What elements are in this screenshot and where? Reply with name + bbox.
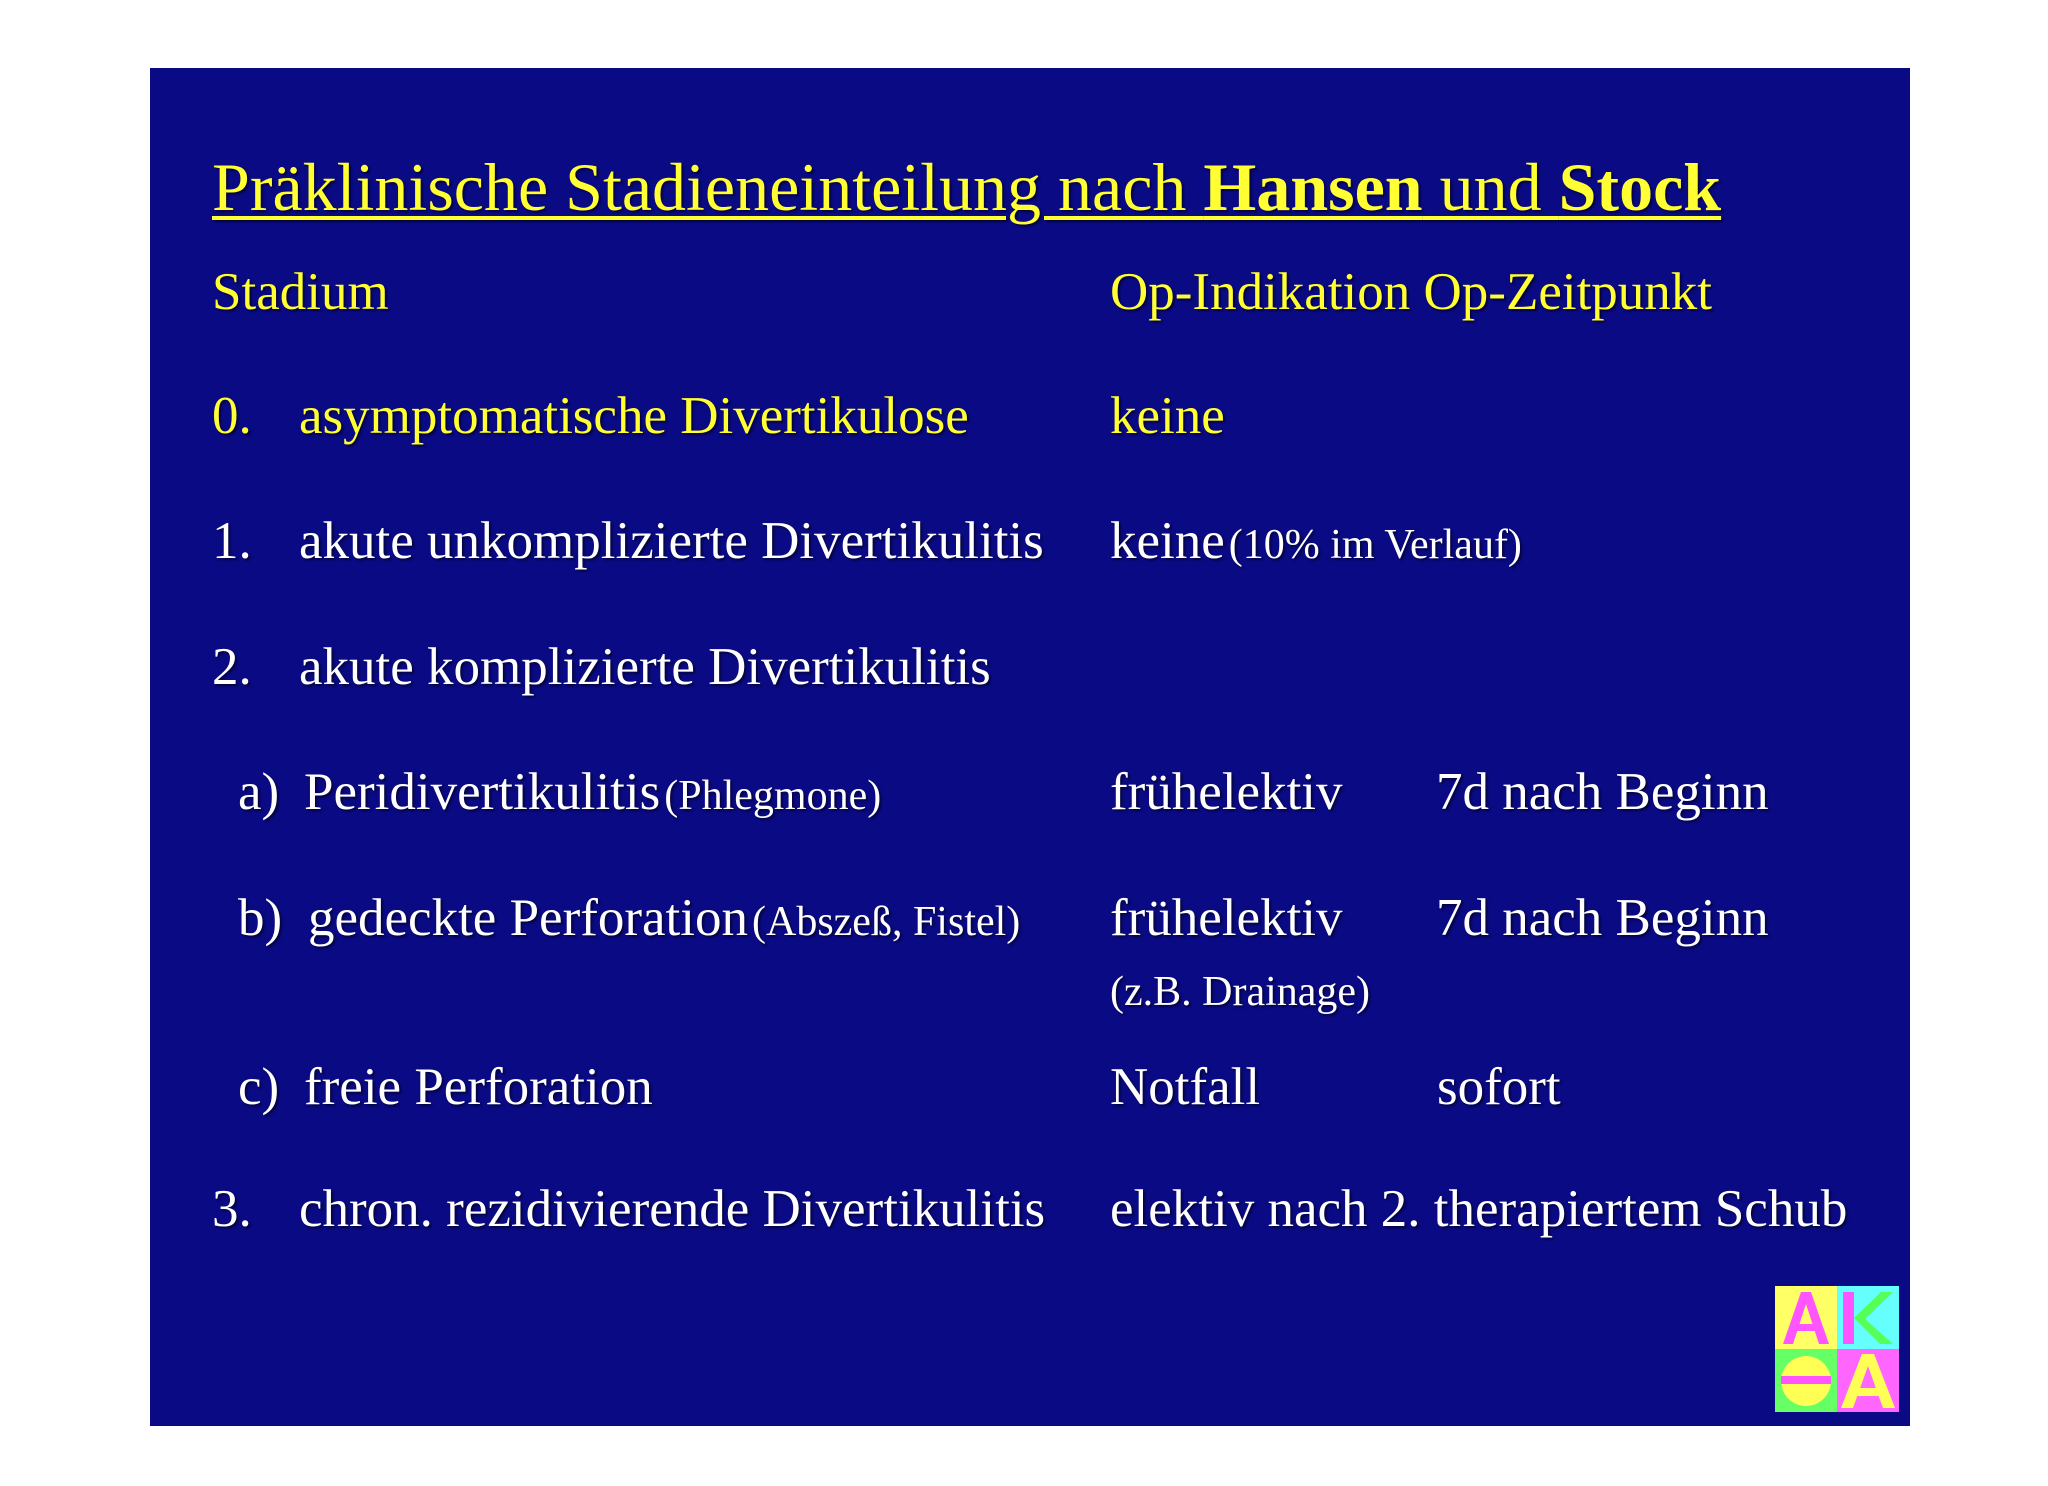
row-c-time: sofort: [1437, 1058, 1561, 1116]
row-a-label-cell: [304, 763, 882, 821]
row-b-indication: frühelektiv: [1110, 889, 1343, 947]
row-1-indication-cell: [1110, 512, 1522, 570]
row-1-indication: keine: [1110, 512, 1225, 570]
row-3-indication: elektiv nach 2. therapiertem Schub: [1110, 1180, 1848, 1238]
row-2-number: 2.: [212, 638, 252, 696]
row-2-label: akute komplizierte Divertikulitis: [299, 638, 991, 696]
row-c-number: c): [238, 1058, 280, 1116]
row-1-number: 1.: [212, 512, 252, 570]
title-text-1: Präklinische Stadieneinteilung nach: [212, 149, 1204, 225]
title-author-2: Stock: [1558, 149, 1722, 225]
row-b-label-note: (Abszeß, Fistel): [752, 899, 1021, 945]
row-c-label: freie Perforation: [304, 1058, 653, 1116]
header-indication-time: Op-Indikation Op-Zeitpunkt: [1110, 263, 1713, 321]
title-author-1: Hansen: [1203, 149, 1423, 225]
row-1-label: akute unkomplizierte Divertikulitis: [299, 512, 1044, 570]
slide-title: [212, 149, 1722, 225]
row-1-indication-note: (10% im Verlauf): [1228, 522, 1522, 568]
row-3-number: 3.: [212, 1180, 252, 1238]
akga-logo-icon: [1775, 1286, 1899, 1412]
row-0-indication: keine: [1110, 387, 1225, 445]
row-0-label: asymptomatische Divertikulose: [299, 387, 969, 445]
header-stadium: Stadium: [212, 263, 389, 321]
row-3-label: chron. rezidivierende Divertikulitis: [299, 1180, 1046, 1238]
row-b-label: gedeckte Perforation: [308, 889, 748, 947]
slide: [150, 68, 1910, 1426]
row-0-number: 0.: [212, 387, 252, 445]
row-a-number: a): [238, 763, 280, 821]
row-b-time: 7d nach Beginn: [1436, 889, 1769, 947]
row-b-indication-note: (z.B. Drainage): [1110, 969, 1371, 1015]
row-a-label-note: (Phlegmone): [664, 773, 882, 819]
row-b-label-cell: [308, 889, 1021, 947]
row-a-label: Peridivertikulitis: [304, 763, 661, 821]
row-b-number: b): [238, 889, 283, 947]
title-text-2: und: [1422, 149, 1559, 225]
row-c-indication: Notfall: [1110, 1058, 1261, 1116]
row-a-time: 7d nach Beginn: [1436, 763, 1769, 821]
row-a-indication: frühelektiv: [1110, 763, 1343, 821]
